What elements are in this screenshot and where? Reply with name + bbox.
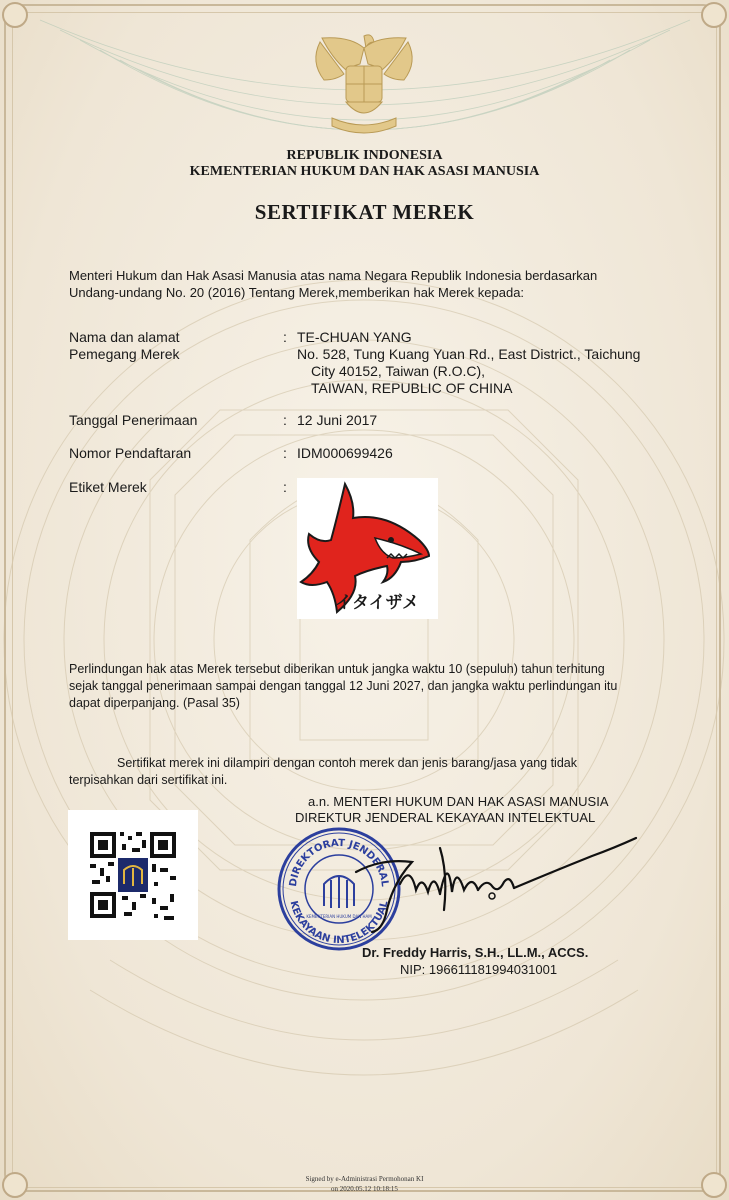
intro-paragraph [69,267,659,301]
intro-line: Menteri Hukum dan Hak Asasi Manusia atas nama Negara Republik Indonesia berdasarkan [69,268,598,283]
signer-name: Dr. Freddy Harris, S.H., LL.M., ACCS. [362,945,589,960]
holder-address-line: City 40152, Taiwan (R.O.C), [311,363,486,379]
katakana-text: イタイザメ [335,593,419,613]
on-behalf-line-1: a.n. MENTERI HUKUM DAN HAK ASASI MANUSIA [308,794,609,809]
protection-paragraph [69,661,659,712]
country-heading: REPUBLIK INDONESIA [286,148,443,163]
trademark-logo [297,478,438,619]
date-value: 12 Juni 2017 [297,412,378,428]
intro-line: Undang-undang No. 20 (2016) Tentang Merek,memberikan hak Merek kepada: [69,285,525,300]
on-behalf-line-2: DIREKTUR JENDERAL KEKAYAAN INTELEKTUAL [295,810,596,825]
attachment-line: Sertifikat merek ini dilampiri dengan contoh merek dan jenis barang/jasa yang tidak [117,756,577,770]
qr-code [68,810,198,940]
garuda-emblem [302,28,427,138]
protection-line: Perlindungan hak atas Merek tersebut diberikan untuk jangka waktu 10 (sepuluh) tahun terhitung [69,662,605,676]
colon: : [283,479,287,495]
date-label: Tanggal Penerimaan [69,412,198,428]
seal-inner-text: KEMENTERIAN HUKUM DAN HAM [306,914,372,919]
seal-top-text: DIREKTORAT JENDERAL [287,837,391,888]
shark-logo-icon [297,478,438,619]
protection-line: sejak tanggal penerimaan sampai dengan tanggal 12 Juni 2027, dan jangka waktu perlindungan itu [69,679,618,693]
holder-name: TE-CHUAN YANG [297,329,412,345]
holder-label-line: Pemegang Merek [69,346,180,362]
handwritten-signature [352,834,642,934]
colon: : [283,329,287,345]
registration-number: IDM000699426 [297,445,393,461]
holder-label-line: Nama dan alamat [69,329,180,345]
attachment-line: terpisahkan dari sertifikat ini. [69,773,228,787]
colon: : [283,412,287,428]
signer-nip: NIP: 196611181994031001 [400,962,558,977]
protection-line: dapat diperpanjang. (Pasal 35) [69,696,240,710]
ministry-heading: KEMENTERIAN HUKUM DAN HAK ASASI MANUSIA [189,164,540,179]
holder-value [297,329,667,397]
corner-ornament [701,2,727,28]
footer-timestamp: on 2020.05.12 10:18:15 [331,1185,398,1193]
attachment-paragraph [69,755,659,789]
corner-ornament [2,2,28,28]
holder-address-line: TAIWAN, REPUBLIC OF CHINA [311,380,513,396]
number-label: Nomor Pendaftaran [69,445,192,461]
holder-label [69,329,180,363]
qr-code-icon [68,810,198,940]
footer-signed-by: Signed by e-Administrasi Permohonan KI [305,1175,424,1183]
seal-bottom-text: KEKAYAAN INTELEKTUAL [287,899,391,947]
label-label: Etiket Merek [69,479,147,495]
holder-address-line: No. 528, Tung Kuang Yuan Rd., East District., Taichung [297,346,641,362]
certificate-title: SERTIFIKAT MEREK [254,200,475,224]
colon: : [283,445,287,461]
